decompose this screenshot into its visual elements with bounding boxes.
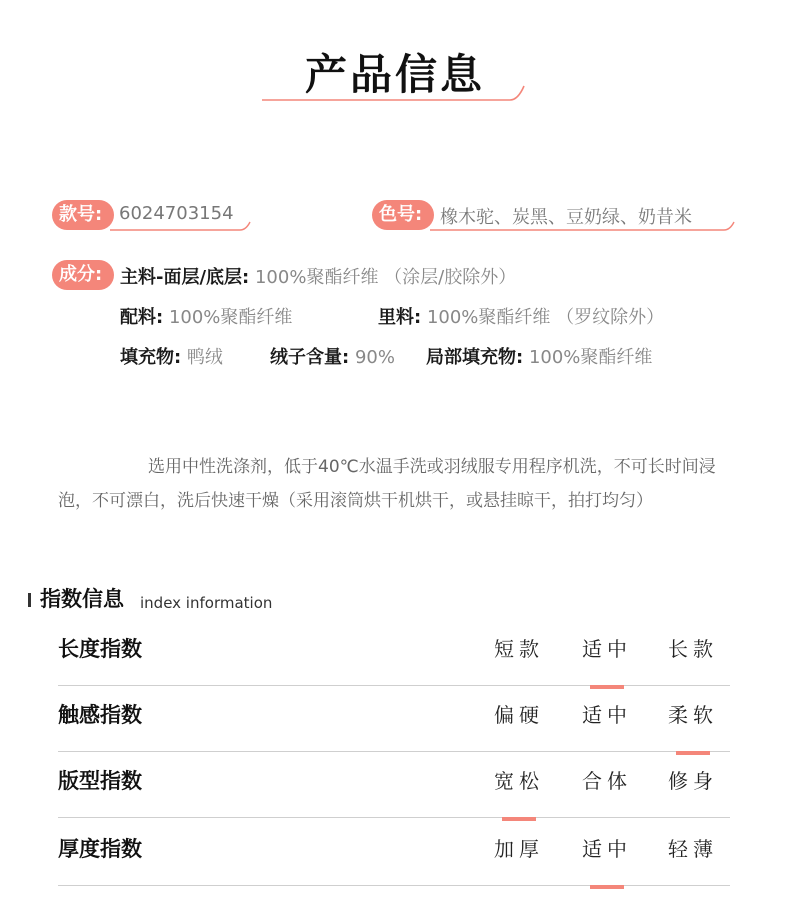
- index-row-label: 厚度指数: [58, 837, 142, 861]
- index-option: 柔软: [668, 703, 718, 727]
- selected-level-marker: [590, 885, 624, 889]
- filling-key: 填充物:: [120, 347, 182, 368]
- composition-label: 成分:: [52, 260, 114, 290]
- color-label: 色号:: [372, 200, 434, 230]
- index-option: 适中: [582, 703, 632, 727]
- accessory-value: 100%聚酯纤维: [168, 307, 293, 328]
- index-row-label: 触感指数: [58, 703, 142, 727]
- index-row: [58, 686, 730, 752]
- lining-value: 100%聚酯纤维 （罗纹除外）: [426, 307, 665, 328]
- index-option: 加厚: [494, 837, 544, 861]
- main-material: [120, 263, 516, 289]
- filling-value: 鸭绒: [186, 347, 223, 368]
- index-section-subtitle: index information: [140, 594, 273, 612]
- main-material-value: 100%聚酯纤维 （涂层/胶除外）: [254, 267, 517, 288]
- index-section-title: 指数信息: [40, 587, 124, 611]
- index-row: [58, 820, 730, 886]
- down-content: [270, 343, 395, 369]
- page-title: 产品信息: [304, 50, 485, 99]
- section-marker: [28, 593, 31, 607]
- main-material-key: 主料-面层/底层:: [120, 267, 250, 288]
- care-instructions: 选用中性洗涤剂，低于40℃水温手洗或羽绒服专用程序机洗，不可长时间浸泡，不可漂白，洗后快速干燥（采用滚筒烘干机烘干，或悬挂晾干，拍打均匀）: [58, 457, 716, 511]
- index-option: 偏硬: [494, 703, 544, 727]
- index-option: 短款: [494, 637, 544, 661]
- index-option: 适中: [582, 637, 632, 661]
- partial-filling: [426, 343, 652, 369]
- index-option: 长款: [668, 637, 718, 661]
- accessory-key: 配料:: [120, 307, 164, 328]
- lining-material: [378, 303, 664, 329]
- partial-filling-key: 局部填充物:: [426, 347, 524, 368]
- index-option: 适中: [582, 837, 632, 861]
- filling: [120, 343, 223, 369]
- index-row-label: 长度指数: [58, 637, 142, 661]
- style-number-label: 款号:: [52, 200, 114, 230]
- color-value: 橡木驼、炭黑、豆奶绿、奶昔米: [440, 207, 692, 228]
- down-content-key: 绒子含量:: [270, 347, 350, 368]
- index-option: 宽松: [494, 769, 544, 793]
- partial-filling-value: 100%聚酯纤维: [528, 347, 653, 368]
- index-row: [58, 752, 730, 818]
- index-option: 修身: [668, 769, 718, 793]
- lining-key: 里料:: [378, 307, 422, 328]
- index-row-label: 版型指数: [58, 769, 142, 793]
- index-row: [58, 620, 730, 686]
- accessory-material: [120, 303, 292, 329]
- index-option: 轻薄: [668, 837, 718, 861]
- index-option: 合体: [582, 769, 632, 793]
- down-content-value: 90%: [354, 347, 395, 368]
- style-number-value: 6024703154: [119, 203, 234, 224]
